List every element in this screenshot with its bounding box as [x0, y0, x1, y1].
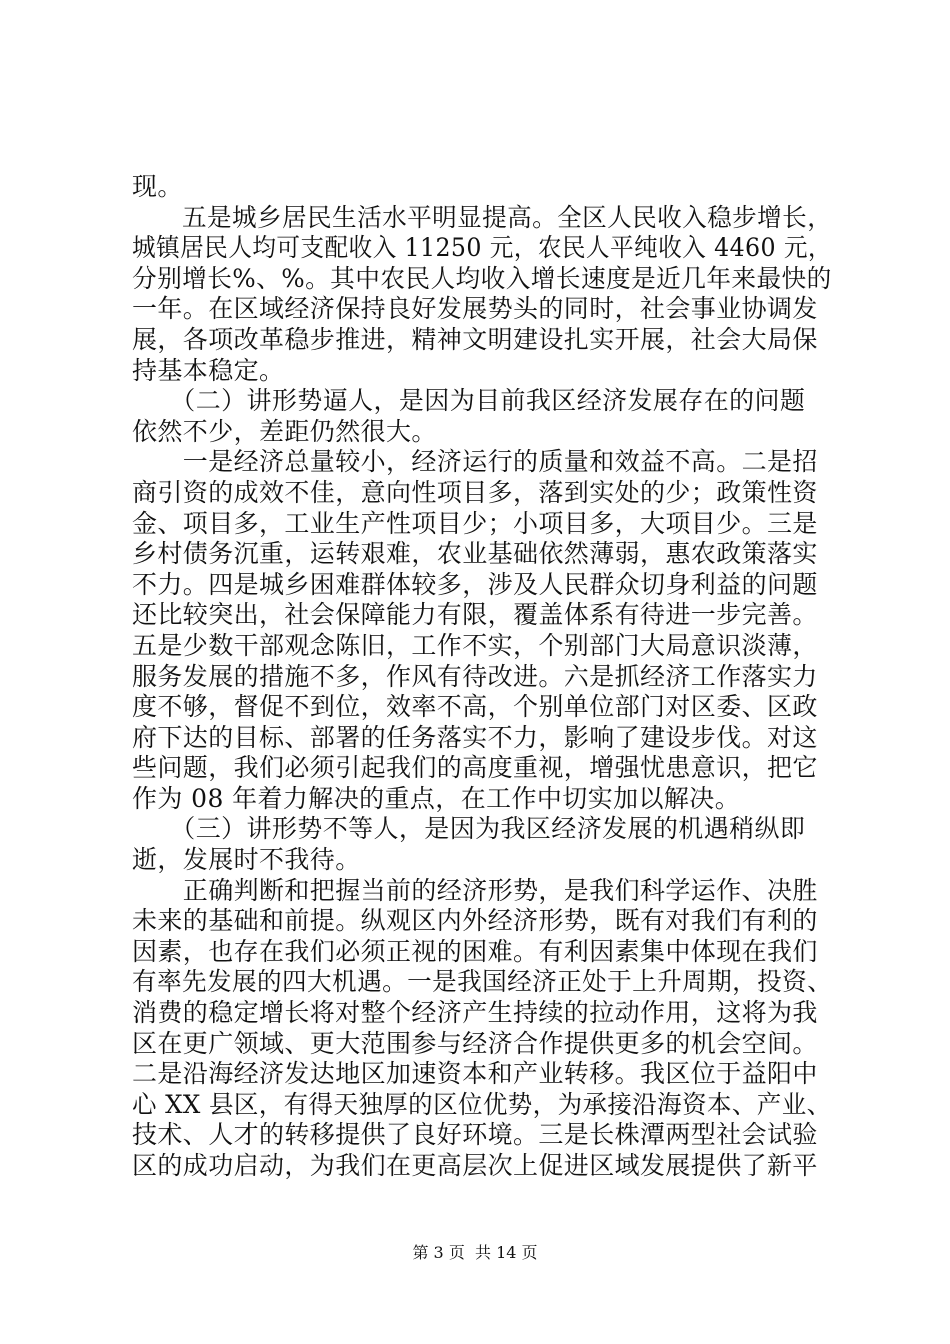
text-line: 还比较突出，社会保障能力有限，覆盖体系有待进一步完善。: [132, 600, 818, 630]
text-line: 些问题，我们必须引起我们的高度重视，增强忧患意识，把它: [132, 753, 818, 783]
text-line: 分别增长%、%。其中农民人均收入增长速度是近几年来最快的: [132, 263, 832, 293]
text-line: 现。: [132, 172, 183, 201]
text-line: 一是经济总量较小，经济运行的质量和效益不高。二是招: [132, 447, 818, 477]
text-line: 乡村债务沉重，运转艰难，农业基础依然薄弱，惠农政策落实: [132, 539, 818, 569]
text-line: 未来的基础和前提。纵观区内外经济形势，既有对我们有利的: [132, 906, 818, 936]
text-line: 消费的稳定增长将对整个经济产生持续的拉动作用，这将为我: [132, 998, 818, 1028]
text-line: 区的成功启动，为我们在更高层次上促进区域发展提供了新平: [132, 1151, 818, 1180]
text-line: 技术、人才的转移提供了良好环境。三是长株潭两型社会试验: [132, 1120, 818, 1150]
page-footer: 第 3 页 共 14 页: [412, 1243, 538, 1262]
text-line: 持基本稳定。: [132, 355, 285, 385]
text-line: 金、项目多，工业生产性项目少；小项目多，大项目少。三是: [132, 508, 818, 538]
text-line: 府下达的目标、部署的任务落实不力，影响了建设步伐。对这: [132, 722, 818, 752]
text-line: 心 XX 县区，有得天独厚的区位优势，为承接沿海资本、产业、: [132, 1089, 832, 1119]
text-line: 作为 08 年着力解决的重点，在工作中切实加以解决。: [132, 783, 741, 813]
text-line: 展，各项改革稳步推进，精神文明建设扎实开展，社会大局保: [132, 324, 818, 354]
text-line: 区在更广领域、更大范围参与经济合作提供更多的机会空间。: [132, 1028, 818, 1058]
text-line: 服务发展的措施不多，作风有待改进。六是抓经济工作落实力: [132, 661, 818, 691]
text-line: 城镇居民人均可支配收入 11250 元，农民人平纯收入 4460 元，: [132, 233, 832, 263]
text-line: 因素，也存在我们必须正视的困难。有利因素集中体现在我们: [132, 936, 818, 966]
text-line: 商引资的成效不佳，意向性项目多，落到实处的少；政策性资: [132, 477, 818, 507]
text-line: 五是城乡居民生活水平明显提高。全区人民收入稳步增长，: [132, 202, 833, 232]
text-line: 有率先发展的四大机遇。一是我国经济正处于上升周期，投资、: [132, 967, 833, 997]
text-line: 五是少数干部观念陈旧，工作不实，个别部门大局意识淡薄，: [132, 630, 818, 660]
text-line: （二）讲形势逼人，是因为目前我区经济发展存在的问题: [132, 386, 806, 416]
text-line: 度不够，督促不到位，效率不高，个别单位部门对区委、区政: [132, 692, 818, 722]
text-line: 不力。四是城乡困难群体较多，涉及人民群众切身利益的问题: [132, 569, 818, 599]
text-line: 正确判断和把握当前的经济形势，是我们科学运作、决胜: [132, 875, 818, 905]
document-body: [132, 172, 832, 1182]
text-line: 逝，发展时不我待。: [132, 845, 361, 875]
text-line: （三）讲形势不等人，是因为我区经济发展的机遇稍纵即: [132, 814, 806, 844]
text-line: 依然不少，差距仍然很大。: [132, 416, 437, 446]
text-line: 二是沿海经济发达地区加速资本和产业转移。我区位于益阳中: [132, 1059, 818, 1089]
text-line: 一年。在区域经济保持良好发展势头的同时，社会事业协调发: [132, 294, 818, 324]
